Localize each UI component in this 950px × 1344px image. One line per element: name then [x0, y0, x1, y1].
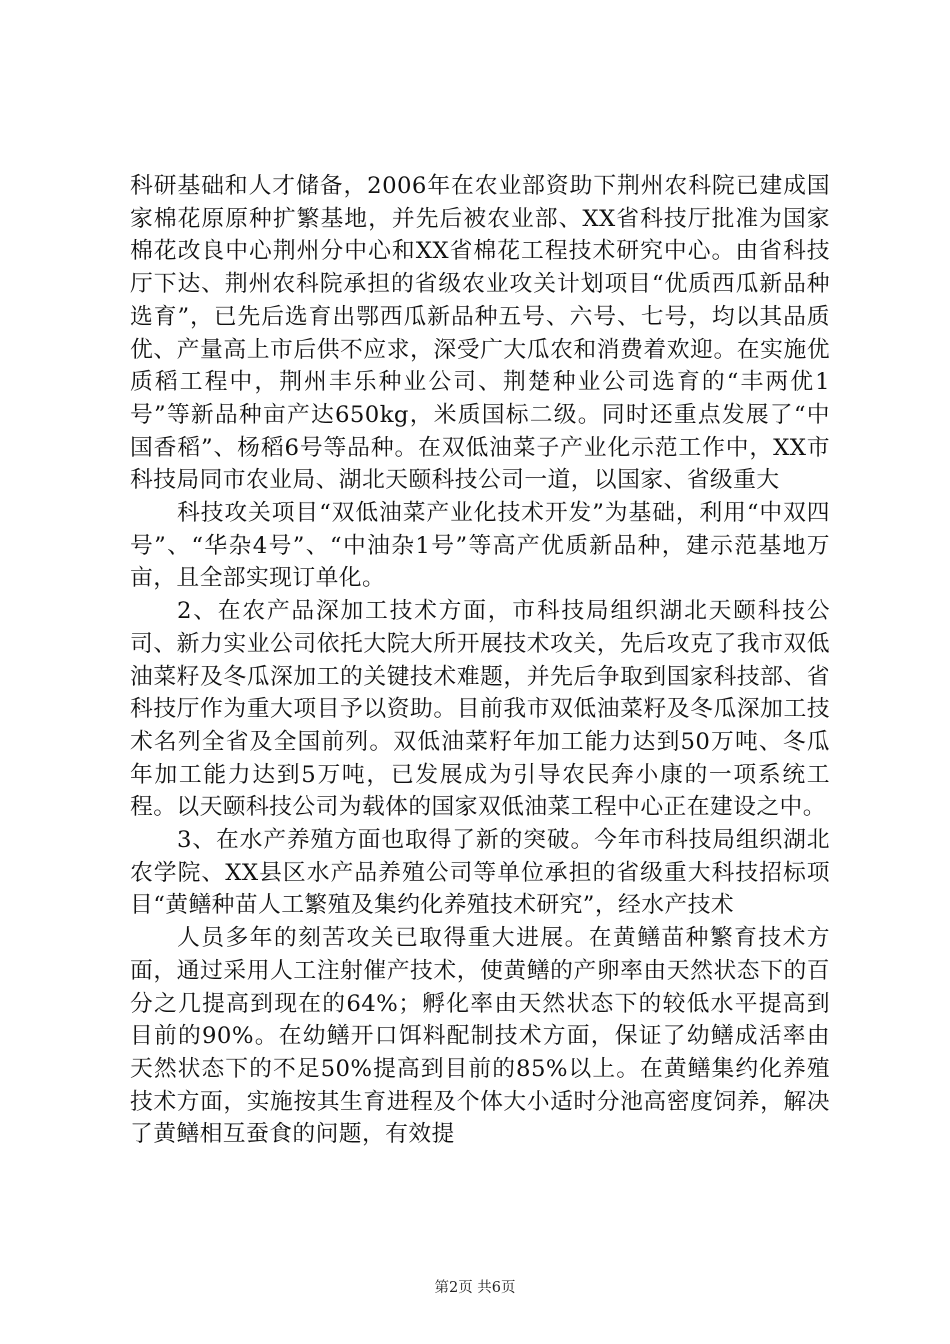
paragraph-continuation: 科研基础和人才储备，2006年在农业部资助下荆州农科院已建成国家棉花原原种扩繁基地，并先后被农业部、XX省科技厅批准为国家棉花改良中心荆州分中心和XX省棉花工程技术研究中心。由省科技厅下达、荆州农科院承担的省级农业攻关计划项目“优质西瓜新品种选育”，已先后选育出鄂西瓜新品种五号、六号、七号，均以其品质优、产量高上市后供不应求，深受广大瓜农和消费着欢迎。在实施优质稻工程中，荆州丰乐种业公司、荆楚种业公司选育的“丰两优1号”等新品种亩产达650kg，米质国标二级。同时还重点发展了“中国香稻”、杨稻6号等品种。在双低油菜子产业化示范工作中，XX市科技局同市农业局、湖北天颐科技公司一道，以国家、省级重大 — [130, 173, 830, 494]
paragraph-deep-processing: 2、在农产品深加工技术方面，市科技局组织湖北天颐科技公司、新力实业公司依托大院大所开展技术攻关，先后攻克了我市双低油菜籽及冬瓜深加工的关键技术难题，并先后争取到国家科技部、省科技厅作为重大项目予以资助。目前我市双低油菜籽及冬瓜深加工技术名列全省及全国前列。双低油菜籽年加工能力达到50万吨、冬瓜年加工能力达到5万吨，已发展成为引导农民奔小康的一项系统工程。以天颐科技公司为载体的国家双低油菜工程中心正在建设之中。 — [130, 598, 830, 821]
document-body — [130, 170, 830, 1151]
paragraph-aquaculture: 3、在水产养殖方面也取得了新的突破。今年市科技局组织湖北农学院、XX县区水产品养殖公司等单位承担的省级重大科技招标项目“黄鳝种苗人工繁殖及集约化养殖技术研究”，经水产技术 — [130, 827, 830, 919]
page-number-label: 第2页 共6页 — [434, 1280, 516, 1296]
paragraph-rapeseed-project: 科技攻关项目“双低油菜产业化技术开发”为基础，利用“中双四号”、“华杂4号”、“中油杂1号”等高产优质新品种，建示范基地万亩，且全部实现订单化。 — [130, 500, 830, 592]
page-footer — [0, 1276, 950, 1297]
paragraph-eel-breeding: 人员多年的刻苦攻关已取得重大进展。在黄鳝苗种繁育技术方面，通过采用人工注射催产技术，使黄鳝的产卵率由天然状态下的百分之几提高到现在的64%；孵化率由天然状态下的较低水平提高到目前的90%。在幼鳝开口饵料配制技术方面，保证了幼鳝成活率由天然状态下的不足50%提高到目前的85%以上。在黄鳝集约化养殖技术方面，实施按其生育进程及个体大小适时分池高密度饲养，解决了黄鳝相互蚕食的问题，有效提 — [130, 925, 830, 1148]
